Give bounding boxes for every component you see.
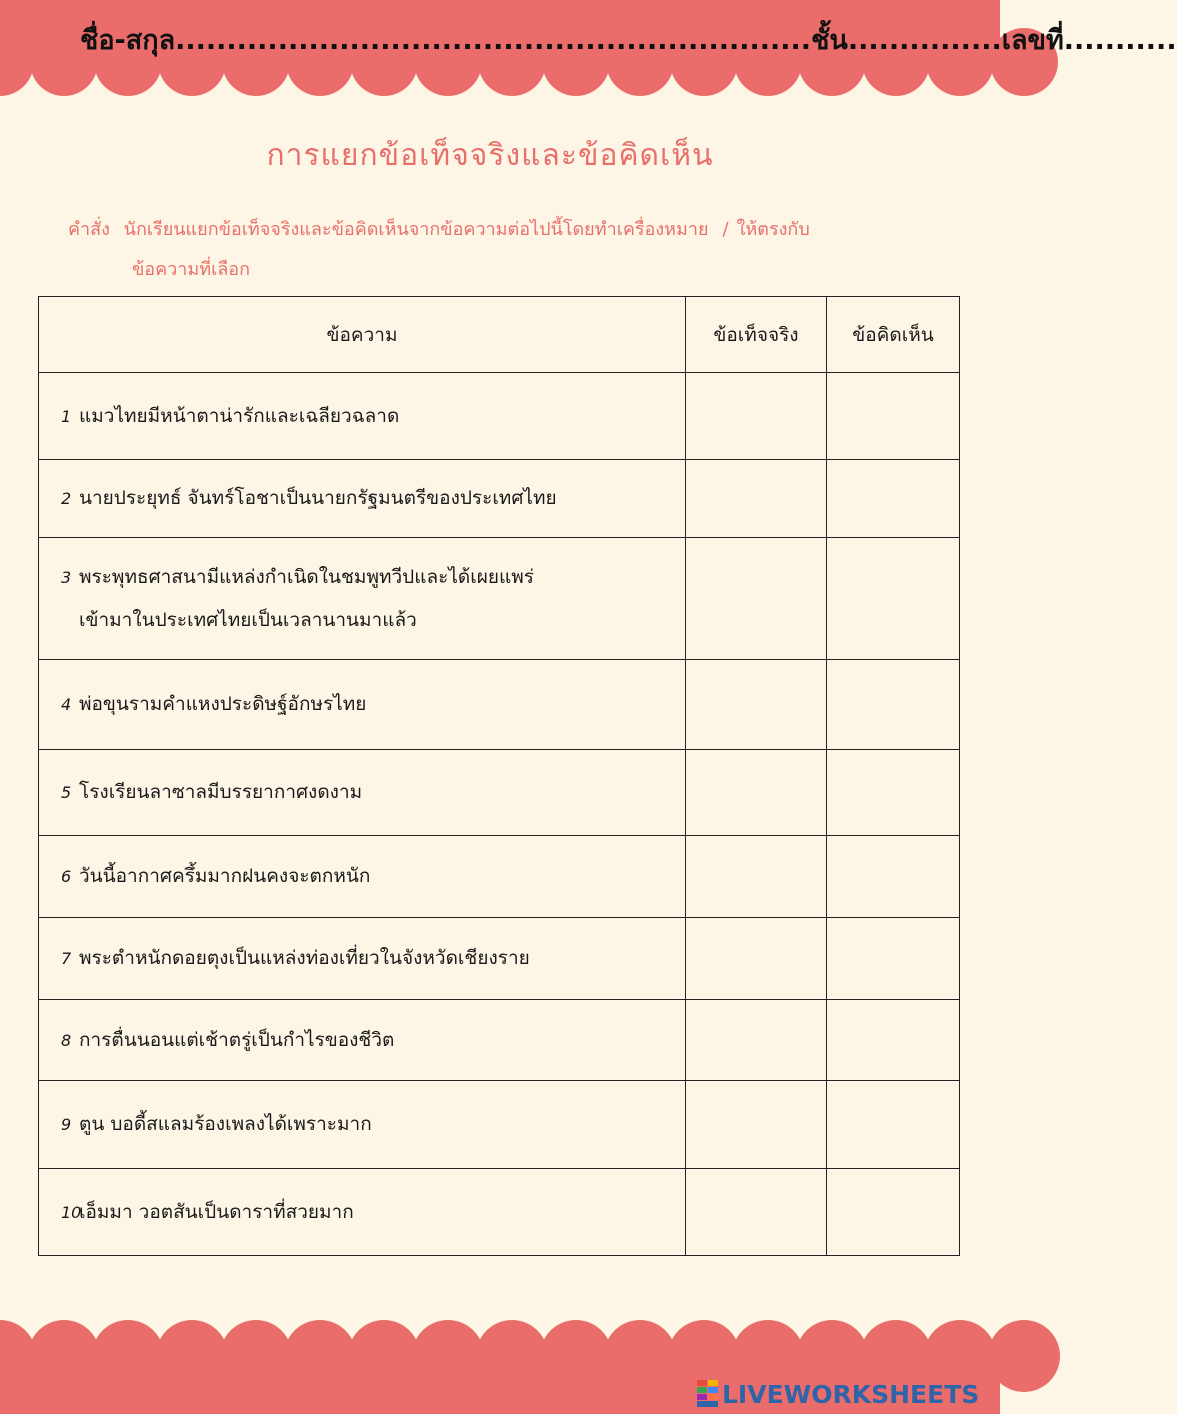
opinion-answer-cell[interactable] [827,836,960,918]
bottom-scallop-border [0,1316,1000,1356]
statement-text: โรงเรียนลาซาลมีบรรยากาศงดงาม [79,781,363,803]
fact-answer-cell[interactable] [686,660,827,750]
table-row [39,373,960,460]
name-field[interactable]: .............................................................. [175,25,812,56]
statement-text: นายประยุทธ์ จันทร์โอชาเป็นนายกรัฐมนตรีของประเทศไทย [79,487,557,509]
statement-number: 9 [61,1115,72,1134]
opinion-answer-cell[interactable] [827,750,960,836]
opinion-answer-cell[interactable] [827,1169,960,1256]
header-opinion: ข้อคิดเห็น [827,297,960,373]
liveworksheets-logo-icon [697,1380,719,1408]
statement-cell [39,1169,686,1256]
statement-text: พระพุทธศาสนามีแหล่งกำเนิดในชมพูทวีปและได้เผยแพร่ [79,566,534,588]
statement-number: 3 [61,568,72,587]
statement-number: 2 [61,489,72,508]
statement-cell [39,1081,686,1169]
statement-text: วันนี้อากาศครึ้มมากฝนคงจะตกหนัก [79,865,371,887]
fact-answer-cell[interactable] [686,750,827,836]
number-label: เลขที่ [1001,25,1064,56]
instruction-block [68,210,948,290]
statement-cell [39,918,686,1000]
opinion-answer-cell[interactable] [827,1081,960,1169]
fact-answer-cell[interactable] [686,538,827,660]
statement-text: แมวไทยมีหน้าตาน่ารักและเฉลียวฉลาด [79,404,400,427]
statement-cell [39,660,686,750]
statement-number: 5 [61,783,72,802]
fact-answer-cell[interactable] [686,460,827,538]
instruction-text: นักเรียนแยกข้อเท็จจริงและข้อคิดเห็นจากข้อความต่อไปนี้โดยทำเครื่องหมาย [123,219,709,240]
statement-text: เอ็มมา วอตสันเป็นดาราที่สวยมาก [79,1200,354,1223]
top-scallop-border [0,62,1000,96]
statement-number: 10 [61,1202,82,1222]
class-label: ชั้น [811,25,848,56]
opinion-answer-cell[interactable] [827,660,960,750]
instruction-label: คำสั่ง [68,219,110,240]
statement-text: พระตำหนักดอยตุงเป็นแหล่งท่องเที่ยวในจังหวัดเชียงราย [79,947,530,969]
check-mark-symbol: / [722,219,729,240]
header-fact: ข้อเท็จจริง [686,297,827,373]
worksheet-title: การแยกข้อเท็จจริงและข้อคิดเห็น [266,138,714,173]
instruction-text-end: ให้ตรงกับ [736,219,810,240]
statement-cell [39,750,686,836]
table-row [39,1000,960,1081]
statement-cell [39,538,686,660]
statement-number: 1 [61,406,72,426]
fact-answer-cell[interactable] [686,1000,827,1081]
statement-cell [39,1000,686,1081]
opinion-answer-cell[interactable] [827,460,960,538]
name-label: ชื่อ-สกุล [80,25,176,56]
table-row [39,1081,960,1169]
fact-answer-cell[interactable] [686,1169,827,1256]
statement-number: 8 [61,1030,72,1050]
table-header-row [39,297,960,373]
fact-answer-cell[interactable] [686,373,827,460]
opinion-answer-cell[interactable] [827,373,960,460]
instruction-text-line2: ข้อความที่เลือก [132,259,250,280]
opinion-answer-cell[interactable] [827,1000,960,1081]
statement-cell [39,836,686,918]
statement-text: ตูน บอดี้สแลมร้องเพลงได้เพราะมาก [79,1113,372,1135]
opinion-answer-cell[interactable] [827,538,960,660]
class-field[interactable]: ............... [847,25,1002,56]
table-row [39,1169,960,1256]
statement-cell [39,373,686,460]
statement-cell [39,460,686,538]
table-row [39,660,960,750]
statement-text: พ่อขุนรามคำแหงประดิษฐ์อักษรไทย [79,693,367,715]
statement-text: การตื่นนอนแต่เช้าตรู่เป็นกำไรของชีวิต [79,1028,395,1051]
table-row [39,836,960,918]
statement-number: 6 [61,867,72,886]
liveworksheets-logo [697,1378,979,1410]
statement-number: 7 [61,949,72,968]
table-row [39,460,960,538]
table-row [39,918,960,1000]
header-statement: ข้อความ [39,297,686,373]
fact-answer-cell[interactable] [686,836,827,918]
liveworksheets-logo-text: LIVEWORKSHEETS [722,1379,980,1409]
fact-opinion-table [38,296,960,1256]
fact-answer-cell[interactable] [686,918,827,1000]
opinion-answer-cell[interactable] [827,918,960,1000]
table-row [39,538,960,660]
table-row [39,750,960,836]
statement-text-continued: เข้ามาในประเทศไทยเป็นเวลานานมาแล้ว [79,609,417,631]
number-field[interactable]: ........... [1063,25,1177,56]
fact-answer-cell[interactable] [686,1081,827,1169]
statement-number: 4 [61,695,72,714]
student-info-line [80,18,1177,61]
